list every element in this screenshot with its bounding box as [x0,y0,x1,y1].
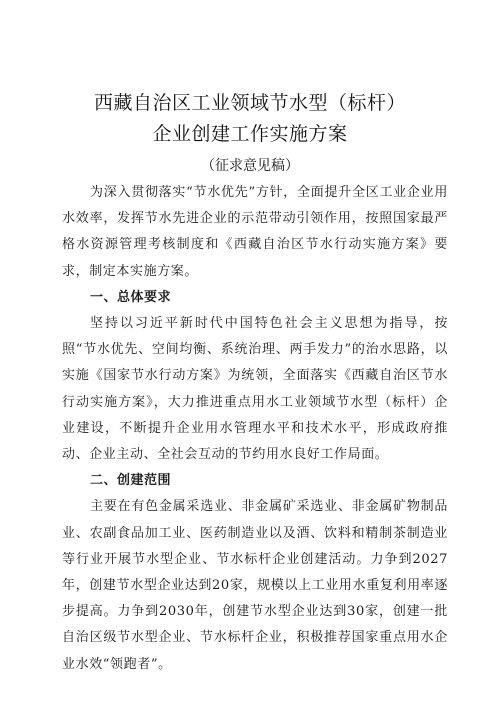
document-subtitle: （征求意见稿） [201,158,299,174]
document-title-line-2: 企业创建工作实施方案 [152,123,348,145]
document-body [62,180,448,678]
section-heading-general-requirements: 一、总体要求 [90,289,172,305]
title-block [0,88,500,179]
intro-paragraph: 为深入贯彻落实“节水优先”方针，全面提升全区工业企业用水效率，发挥节水先进企业的示范带动引领作用，按照国家最严格水资源管理考核制度和《西藏自治区节水行动实施方案》要求，制定本实施方案。 [62,185,448,279]
document-title-line-1: 西藏自治区工业领域节水型（标杆） [93,92,406,114]
scope-paragraph: 主要在有色金属采选业、非金属矿采选业、非金属矿物制品业、农副食品加工业、医药制造业以及酒、饮料和精制茶制造业等行业开展节水型企业、节水标杆企业创建活动。力争到2027年，创建节水型企业达到20家，规模以上工业用水重复利用率逐步提高。力争到2030年，创建节水型企业达到30家，创建一批自治区级节水型企业、节水标杆企业，积极推荐国家重点用水企业水效“领跑者”。 [62,499,448,672]
section-heading-scope: 二、创建范围 [90,473,172,489]
general-requirements-paragraph: 坚持以习近平新时代中国特色社会主义思想为指导，按照“节水优先、空间均衡、系统治理、两手发力”的治水思路，以实施《国家节水行动方案》为统领，全面落实《西藏自治区节水行动实施方案》，大力推进重点用水工业领域节水型（标杆）企业建设，不断提升企业用水管理水平和技术水平，形成政府推动、企业主动、全社会互动的节约用水良好工作局面。 [62,316,448,463]
